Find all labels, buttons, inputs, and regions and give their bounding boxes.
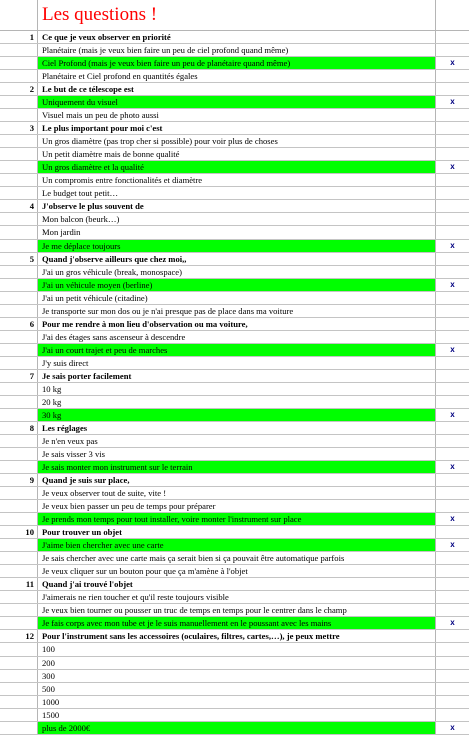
selection-mark xyxy=(435,500,469,512)
selection-mark xyxy=(435,213,469,225)
mark-cell xyxy=(435,83,469,95)
answer-text: J'ai des étages sans ascenseur à descendre xyxy=(42,331,186,342)
mark-cell xyxy=(435,578,469,590)
answer-row-selected[interactable] xyxy=(0,96,469,109)
selection-mark xyxy=(435,292,469,304)
answer-text: 100 xyxy=(42,644,55,655)
question-text: Quand j'ai trouvé l'objet xyxy=(42,579,133,590)
answer-row-selected[interactable] xyxy=(0,344,469,357)
answer-row-selected[interactable] xyxy=(0,617,469,630)
question-text: Ce que je veux observer en priorité xyxy=(42,32,171,42)
mark-cell xyxy=(435,474,469,486)
answer-text: Je veux cliquer sur un bouton pour que ça m'amène à l'objet xyxy=(42,566,248,577)
answer-text: J'ai un véhicule moyen (berline) xyxy=(38,279,435,291)
answer-text: Un gros diamètre (pas trop cher si possible) pour voir plus de choses xyxy=(42,136,278,147)
answer-text: 200 xyxy=(42,657,55,668)
selection-mark xyxy=(435,383,469,395)
question-row xyxy=(0,630,469,643)
answer-text: J'y suis direct xyxy=(42,357,89,368)
selection-mark xyxy=(435,44,469,56)
answer-row[interactable] xyxy=(0,187,469,200)
selection-mark xyxy=(435,305,469,317)
answer-row[interactable] xyxy=(0,657,469,670)
selection-mark: x xyxy=(435,513,469,525)
question-text: Je sais porter facilement xyxy=(42,370,132,381)
answer-text: Je sais chercher avec une carte mais ça serait bien si ça pouvait être automatique parfois xyxy=(42,553,345,564)
question-row xyxy=(0,422,469,435)
answer-text: Je veux bien passer un peu de temps pour préparer xyxy=(42,501,216,512)
selection-mark xyxy=(435,643,469,655)
question-row xyxy=(0,318,469,331)
answer-row[interactable] xyxy=(0,604,469,617)
answer-row[interactable] xyxy=(0,135,469,148)
answer-text: J'aimerais ne rien toucher et qu'il reste toujours visible xyxy=(42,592,229,603)
answer-text: Un petit diamètre mais de bonne qualité xyxy=(42,149,180,160)
selection-mark: x xyxy=(435,279,469,291)
answer-text: 300 xyxy=(42,670,55,681)
answer-text: Je sais visser 3 vis xyxy=(42,449,106,459)
question-number: 1 xyxy=(0,31,38,43)
answer-text: Je sais monter mon instrument sur le terrain xyxy=(38,461,435,473)
page-title: Les questions ! xyxy=(42,4,158,25)
selection-mark xyxy=(435,565,469,577)
answer-row[interactable] xyxy=(0,565,469,578)
selection-mark xyxy=(435,135,469,147)
answer-row[interactable] xyxy=(0,109,469,122)
question-text: Quand j'observe ailleurs que chez moi,, xyxy=(42,253,187,264)
question-row xyxy=(0,253,469,266)
question-number: 2 xyxy=(0,83,38,95)
question-row xyxy=(0,474,469,487)
selection-mark xyxy=(435,435,469,447)
answer-text: 10 kg xyxy=(42,383,62,394)
mark-cell xyxy=(435,526,469,538)
question-number: 9 xyxy=(0,474,38,486)
selection-mark: x xyxy=(435,240,469,252)
answer-text: Je prends mon temps pour tout installer, voire monter l'instrument sur place xyxy=(38,513,435,525)
selection-mark: x xyxy=(435,96,469,108)
answer-row[interactable] xyxy=(0,331,469,344)
selection-mark xyxy=(435,70,469,82)
question-number: 11 xyxy=(0,578,38,590)
selection-mark: x xyxy=(435,617,469,629)
answer-text: 1000 xyxy=(42,696,60,707)
answer-row-selected[interactable] xyxy=(0,513,469,526)
answer-row-selected[interactable] xyxy=(0,279,469,292)
mark-cell xyxy=(435,122,469,134)
answer-row[interactable] xyxy=(0,70,469,83)
answer-text: Mon jardin xyxy=(42,227,81,238)
question-number: 7 xyxy=(0,370,38,382)
mark-cell xyxy=(435,370,469,382)
selection-mark xyxy=(435,357,469,369)
selection-mark xyxy=(435,709,469,721)
selection-mark xyxy=(435,266,469,278)
answer-text: Le budget tout petit… xyxy=(42,188,119,199)
question-row xyxy=(0,370,469,383)
question-text: Le plus important pour moi c'est xyxy=(42,123,163,134)
answer-row-selected[interactable] xyxy=(0,539,469,552)
answer-text: Un compromis entre fonctionalités et diamètre xyxy=(42,175,203,186)
answer-text: Visuel mais un peu de photo aussi xyxy=(42,110,159,121)
selection-mark xyxy=(435,174,469,186)
answer-text: J'ai un court trajet et peu de marches xyxy=(38,344,435,356)
answer-row-selected[interactable] xyxy=(0,161,469,174)
answer-row[interactable] xyxy=(0,683,469,696)
question-text: Le but de ce télescope est xyxy=(42,84,134,95)
question-row xyxy=(0,122,469,135)
answer-text: 500 xyxy=(42,683,55,694)
answer-text: Je n'en veux pas xyxy=(42,435,98,446)
answer-text: 1500 xyxy=(42,709,60,720)
question-text: Pour l'instrument sans les accessoires (oculaires, filtres, cartes,…), je peux mettre xyxy=(42,631,340,642)
answer-row[interactable] xyxy=(0,591,469,604)
selection-mark xyxy=(435,670,469,682)
selection-mark xyxy=(435,657,469,669)
answer-text: Uniquement du visuel xyxy=(38,96,435,108)
answer-row-selected[interactable] xyxy=(0,722,469,735)
selection-mark: x xyxy=(435,461,469,473)
selection-mark xyxy=(435,148,469,160)
answer-row[interactable] xyxy=(0,266,469,279)
answer-text: Ciel Profond (mais je veux bien faire un peu de planétaire quand même) xyxy=(38,57,435,69)
answer-text: J'aime bien chercher avec une carte xyxy=(38,539,435,551)
answer-row-selected[interactable] xyxy=(0,461,469,474)
answer-text: J'ai un gros véhicule (break, monospace) xyxy=(42,266,182,277)
selection-mark xyxy=(435,487,469,499)
question-row xyxy=(0,578,469,591)
selection-mark xyxy=(435,187,469,199)
mark-cell xyxy=(435,422,469,434)
answer-row[interactable] xyxy=(0,643,469,656)
question-text: Pour me rendre à mon lieu d'observation ou ma voiture, xyxy=(42,318,248,329)
selection-mark xyxy=(435,552,469,564)
answer-row[interactable] xyxy=(0,305,469,318)
selection-mark: x xyxy=(435,409,469,421)
selection-mark: x xyxy=(435,57,469,69)
selection-mark xyxy=(435,604,469,616)
answer-row[interactable] xyxy=(0,552,469,565)
answer-row-selected[interactable] xyxy=(0,240,469,253)
title-row xyxy=(0,0,469,31)
answer-text: Je transporte sur mon dos ou je n'ai presque pas de place dans ma voiture xyxy=(42,305,294,316)
answer-row-selected[interactable] xyxy=(0,409,469,422)
mark-cell xyxy=(435,200,469,212)
mark-cell xyxy=(435,318,469,330)
answer-text: Mon balcon (beurk…) xyxy=(42,214,120,225)
answer-row[interactable] xyxy=(0,448,469,461)
selection-mark: x xyxy=(435,722,469,734)
question-text: Pour trouver un objet xyxy=(42,527,122,538)
answer-row[interactable] xyxy=(0,709,469,722)
answer-row[interactable] xyxy=(0,357,469,370)
answer-row[interactable] xyxy=(0,44,469,57)
question-text: J'observe le plus souvent de xyxy=(42,201,144,212)
answer-row-selected[interactable] xyxy=(0,57,469,70)
question-row xyxy=(0,83,469,96)
question-number: 8 xyxy=(0,422,38,434)
answer-text: 30 kg xyxy=(38,409,435,421)
question-row xyxy=(0,31,469,44)
question-number: 3 xyxy=(0,122,38,134)
selection-mark xyxy=(435,109,469,121)
mark-cell xyxy=(435,31,469,43)
selection-mark xyxy=(435,396,469,408)
answer-row[interactable] xyxy=(0,383,469,396)
answer-row[interactable] xyxy=(0,487,469,500)
answer-row[interactable] xyxy=(0,696,469,709)
answer-row[interactable] xyxy=(0,396,469,409)
question-text: Quand je suis sur place, xyxy=(42,475,130,486)
answer-text: J'ai un petit véhicule (citadine) xyxy=(42,292,148,303)
selection-mark xyxy=(435,683,469,695)
selection-mark xyxy=(435,331,469,343)
answer-text: Planétaire et Ciel profond en quantités égales xyxy=(42,71,198,82)
selection-mark: x xyxy=(435,539,469,551)
answer-text: Je fais corps avec mon tube et je le suis manuellement en le poussant avec les mains xyxy=(38,617,435,629)
question-text: Les réglages xyxy=(42,422,88,433)
answer-text: 20 kg xyxy=(42,396,62,407)
answer-row[interactable] xyxy=(0,226,469,239)
answer-row[interactable] xyxy=(0,292,469,305)
answer-row[interactable] xyxy=(0,148,469,161)
answer-text: Un gros diamètre et la qualité xyxy=(38,161,435,173)
answer-text: plus de 2000€ xyxy=(38,722,435,734)
selection-mark xyxy=(435,696,469,708)
answer-row[interactable] xyxy=(0,213,469,226)
answer-row[interactable] xyxy=(0,500,469,513)
question-list xyxy=(0,31,469,735)
answer-text: Je veux observer tout de suite, vite ! xyxy=(42,488,167,499)
question-number: 4 xyxy=(0,200,38,212)
selection-mark xyxy=(435,448,469,460)
mark-cell xyxy=(435,630,469,642)
answer-row[interactable] xyxy=(0,670,469,683)
question-number: 5 xyxy=(0,253,38,265)
question-row xyxy=(0,200,469,213)
question-number: 12 xyxy=(0,630,38,642)
answer-text: Planétaire (mais je veux bien faire un peu de ciel profond quand même) xyxy=(42,45,289,56)
selection-mark: x xyxy=(435,344,469,356)
question-number: 10 xyxy=(0,526,38,538)
question-row xyxy=(0,526,469,539)
selection-mark xyxy=(435,591,469,603)
question-number: 6 xyxy=(0,318,38,330)
answer-row[interactable] xyxy=(0,435,469,448)
selection-mark: x xyxy=(435,161,469,173)
selection-mark xyxy=(435,226,469,238)
answer-text: Je me déplace toujours xyxy=(38,240,435,252)
answer-row[interactable] xyxy=(0,174,469,187)
mark-cell xyxy=(435,253,469,265)
answer-text: Je veux bien tourner ou pousser un truc de temps en temps pour le centrer dans le champ xyxy=(42,605,347,616)
